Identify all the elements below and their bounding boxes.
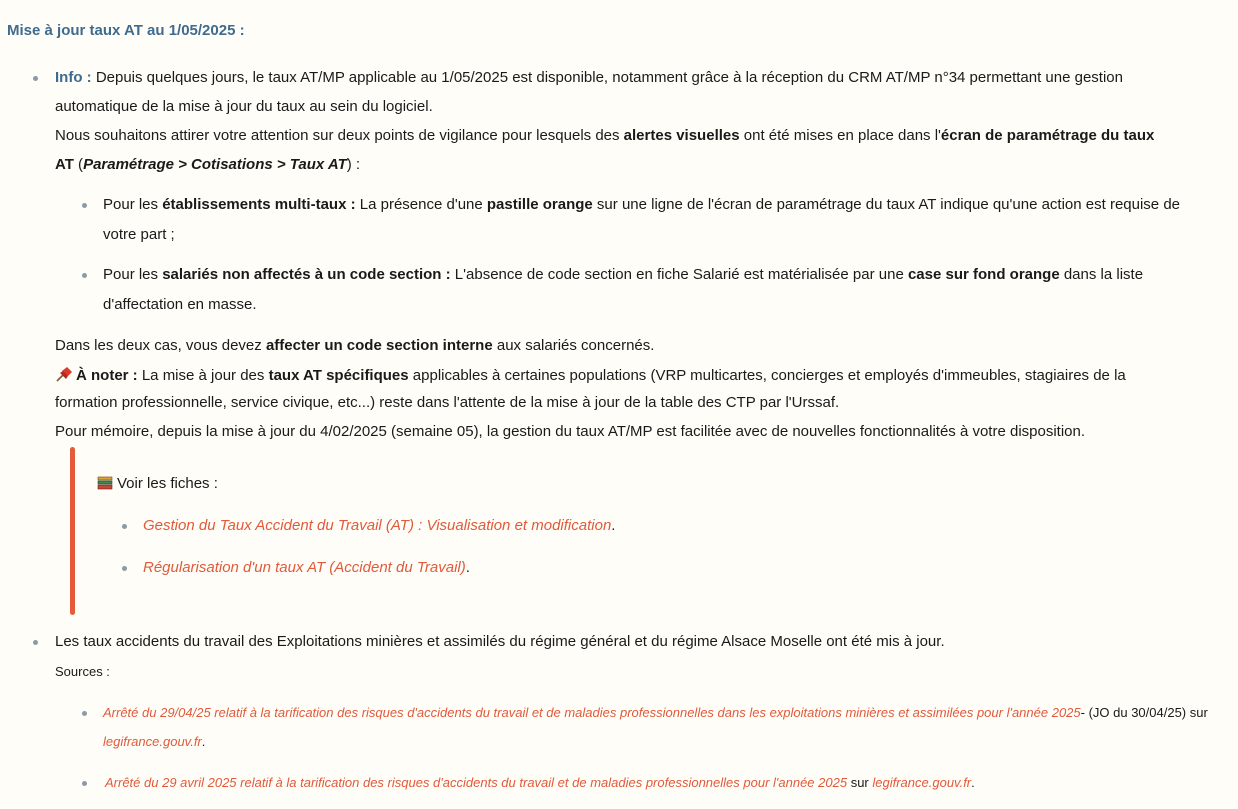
info-line-2: automatique de la mise à jour du taux au sein du logiciel.: [55, 98, 433, 115]
sub-item-multi-taux: [103, 195, 1180, 215]
text: .: [201, 734, 206, 749]
paragraph-cas: [55, 336, 654, 356]
text-bold: case sur fond orange: [907, 266, 1060, 283]
fiche-link-2-line: [143, 558, 470, 578]
bullet: [82, 781, 87, 786]
text-bold: salariés non affectés à un code section :: [162, 266, 451, 283]
paragraph-note-2: formation professionnelle, service civique, etc...) reste dans l'attente de la mise à jour de la table des CTP par l'Urssaf.: [55, 394, 840, 411]
text: .: [611, 517, 616, 534]
bullet: [82, 203, 87, 208]
bullet: [33, 76, 38, 81]
text: Voir les fiches :: [117, 475, 218, 492]
text: .: [465, 559, 470, 576]
text-bold: taux AT spécifiques: [268, 367, 409, 384]
bullet: [122, 566, 127, 571]
text-bold: AT: [55, 156, 74, 173]
pushpin-icon: [55, 366, 73, 382]
text: Nous souhaitons attirer votre attention sur deux points de vigilance pour lesquels des: [55, 127, 624, 144]
item2-text: Les taux accidents du travail des Exploitations minières et assimilés du régime général et du régime Alsace Moselle ont été mis à jour.: [55, 633, 945, 650]
text-bold: établissements multi-taux :: [162, 196, 356, 213]
paragraph-note: [55, 364, 1126, 386]
text: Dans les deux cas, vous devez: [55, 337, 266, 354]
text: - (JO du 30/04/25) sur: [1080, 705, 1208, 720]
text: sur une ligne de l'écran de paramétrage du taux AT indique qu'une action est requise de: [592, 196, 1180, 213]
legifrance-link[interactable]: legifrance.gouv.fr: [103, 734, 202, 749]
info-label: Info :: [55, 69, 92, 86]
source-1-line: [103, 703, 1208, 723]
source-1-line-2: [103, 732, 205, 752]
text: dans la liste: [1059, 266, 1144, 283]
text: applicables à certaines populations (VRP multicartes, concierges et employés d'immeubles, stagiaires de la: [408, 367, 1126, 384]
text: Pour les: [103, 196, 163, 213]
source-2-link[interactable]: Arrêté du 29 avril 2025 relatif à la tarification des risques d'accidents du travail et de maladies professionnelles pour l'année 2025: [105, 775, 848, 790]
source-2-line: [105, 773, 975, 793]
text: aux salariés concernés.: [492, 337, 655, 354]
settings-path: Paramétrage > Cotisations > Taux AT: [83, 156, 347, 173]
legifrance-link[interactable]: legifrance.gouv.fr: [872, 775, 972, 790]
text: ) :: [346, 156, 361, 173]
text-bold: affecter un code section interne: [265, 337, 493, 354]
text: L'absence de code section en fiche Salarié est matérialisée par une: [450, 266, 908, 283]
info-line-1: [55, 68, 1123, 88]
info-line-4: [55, 155, 360, 175]
bullet: [122, 524, 127, 529]
source-1-link[interactable]: Arrêté du 29/04/25 relatif à la tarification des risques d'accidents du travail et de maladies professionnelles dans les exploitations minières et assimilées pour l'année 2025: [103, 705, 1081, 720]
sub-item-salaries-2: d'affectation en masse.: [103, 296, 257, 313]
sub-item-salaries: [103, 265, 1143, 285]
fiche-link-1-line: [143, 516, 615, 536]
fiche-link-gestion[interactable]: Gestion du Taux Accident du Travail (AT) : Visualisation et modification: [143, 517, 612, 534]
callout-bar: [70, 447, 75, 615]
text: La présence d'une: [355, 196, 487, 213]
bullet: [82, 711, 87, 716]
text-bold: À noter :: [76, 367, 138, 384]
bullet: [82, 273, 87, 278]
info-text: Depuis quelques jours, le taux AT/MP applicable au 1/05/2025 est disponible, notamment grâce à la réception du CRM AT/MP n°34 permettant une gestion: [91, 69, 1123, 86]
text: (: [73, 156, 84, 173]
fiche-link-regularisation[interactable]: Régularisation d'un taux AT (Accident du Travail): [143, 559, 466, 576]
text: ont été mises en place dans l': [739, 127, 941, 144]
text: La mise à jour des: [137, 367, 269, 384]
voir-fiches: [97, 472, 218, 494]
sub-item-multi-taux-2: votre part ;: [103, 226, 175, 243]
books-icon: [97, 475, 113, 491]
info-line-3: [55, 126, 1154, 146]
text-bold: alertes visuelles: [623, 127, 740, 144]
text: sur: [847, 775, 873, 790]
paragraph-memoire: Pour mémoire, depuis la mise à jour du 4/02/2025 (semaine 05), la gestion du taux AT/MP est facilitée avec de nouvelles fonctionnalités à votre disposition.: [55, 423, 1086, 440]
text-bold: pastille orange: [486, 196, 593, 213]
text-bold: écran de paramétrage du taux: [940, 127, 1155, 144]
sources-label: Sources :: [55, 664, 110, 679]
text: .: [971, 775, 975, 790]
text: Pour les: [103, 266, 163, 283]
bullet: [33, 640, 38, 645]
page-title: Mise à jour taux AT au 1/05/2025 :: [7, 22, 245, 39]
